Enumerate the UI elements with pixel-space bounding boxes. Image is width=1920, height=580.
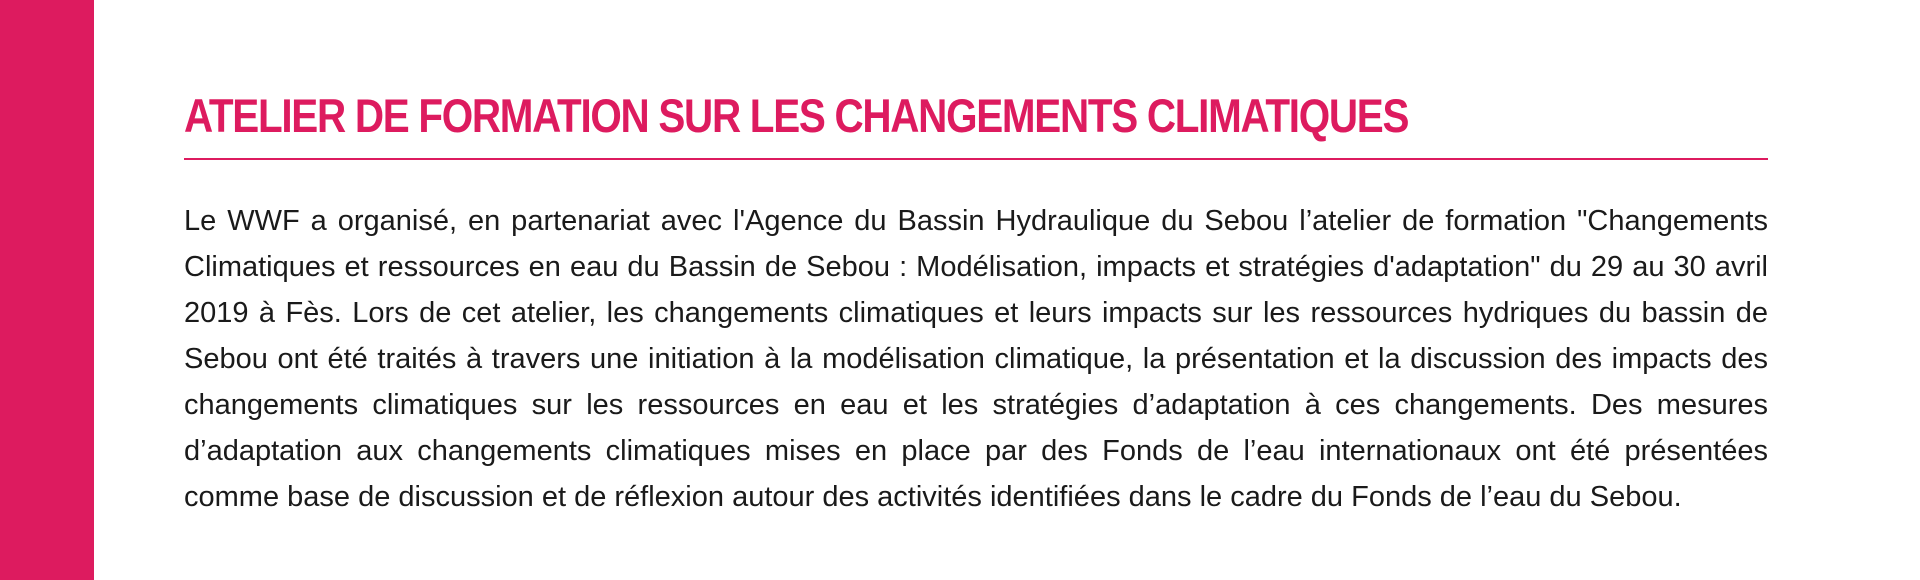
side-accent-bar	[0, 0, 94, 580]
section-title: ATELIER DE FORMATION SUR LES CHANGEMENTS CLIMATIQUES	[184, 89, 1409, 142]
section-body-text: Le WWF a organisé, en partenariat avec l'Agence du Bassin Hydraulique du Sebou l’atelier de formation "Changements Climatiques et ressources en eau du Bassin de Sebou : Modélisation, impacts et stratégies d'adaptation" du 29 au 30 avril 2019 à Fès. Lors de cet atelier, les changements climatiques et leurs impacts sur les ressources hydriques du bassin de Sebou ont été traités à travers une initiation à la modélisation climatique, la présentation et la discussion des impacts des changements climatiques sur les ressources en eau et les stratégies d’adaptation à ces changements. Des mesures d’adaptation aux changements climatiques mises en place par des Fonds de l’eau internationaux ont été présentées comme base de discussion et de réflexion autour des activités identifiées dans le cadre du Fonds de l’eau du Sebou.	[184, 205, 1768, 513]
document-section	[184, 0, 1768, 580]
title-underline	[184, 158, 1768, 160]
